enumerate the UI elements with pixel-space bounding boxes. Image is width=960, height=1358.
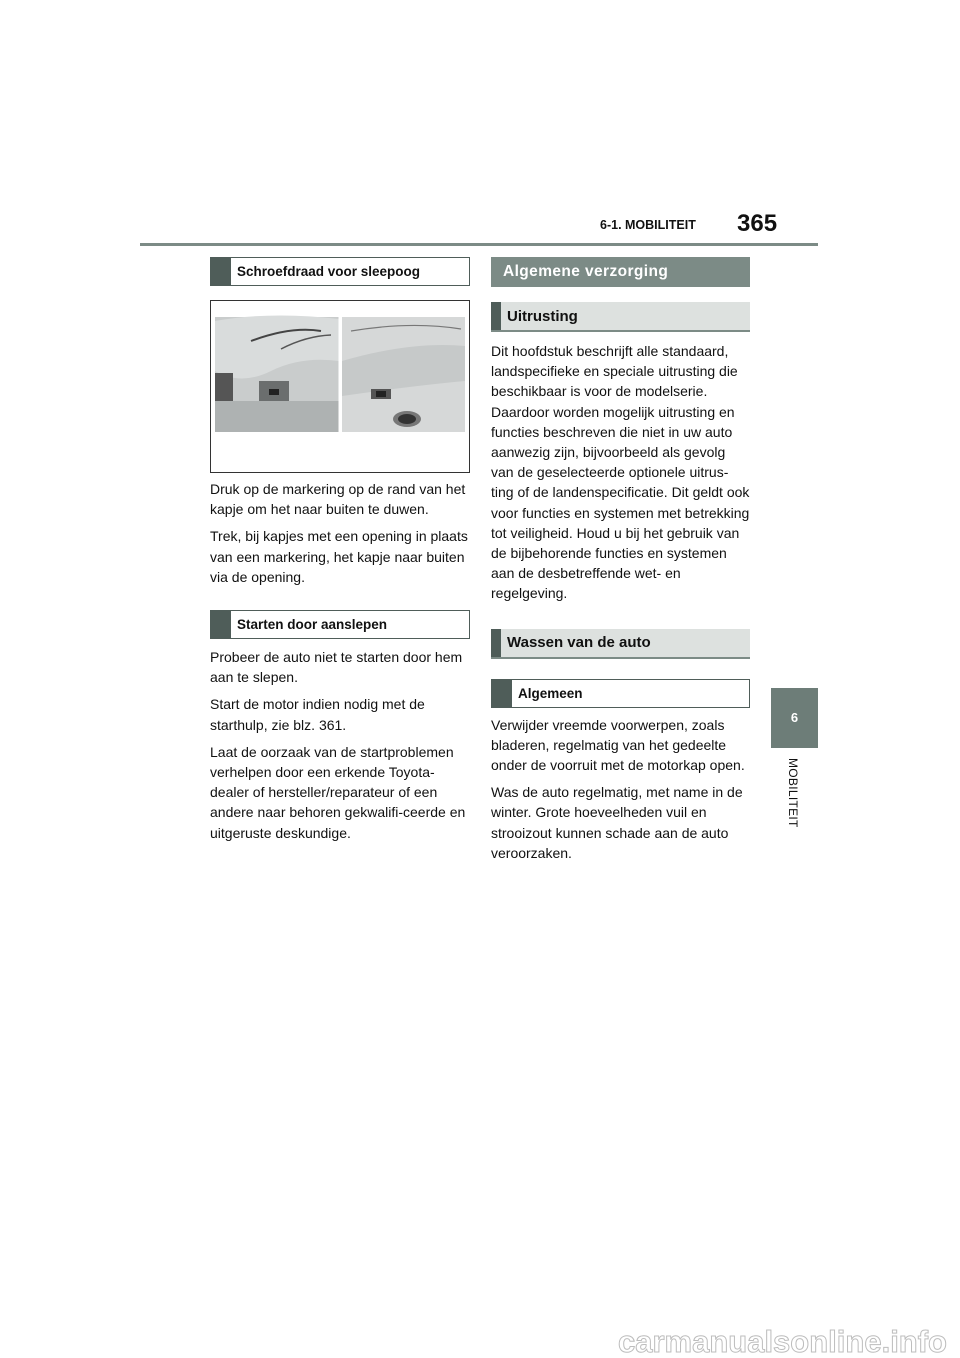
heading-marker xyxy=(491,629,501,657)
washing-general-heading-text: Algemeen xyxy=(518,685,583,701)
page-number: 365 xyxy=(737,210,778,237)
washing-heading xyxy=(491,629,750,659)
washing-general-heading xyxy=(491,679,750,708)
equipment-heading xyxy=(491,302,750,332)
equipment-paragraph: Dit hoofdstuk beschrijft alle standaard, landspecifieke en speciale uitrusting die beschikbaar is voor de modelserie. Daardoor worden mogelijk uitrusting en functies beschreven die niet in uw auto aanwezig zijn, bijvoorbeeld als gevolg van de geselecteerde optionele uitrus-ting of de landenspecificatie. Dit geldt ook voor functies en systemen met betrekking tot veiligheid. Houd u bij het gebruik van de bijbehorende functies en systemen aan de desbetreffende wet- en regelgeving. xyxy=(491,343,750,602)
tow-eye-paragraph-2: Trek, bij kapjes met een opening in plaats van een markering, het kapje naar buiten via de opening. xyxy=(210,528,468,585)
heading-marker xyxy=(492,680,512,707)
tow-start-paragraph-1: Probeer de auto niet te starten door hem aan te slepen. xyxy=(210,649,463,686)
tow-eye-paragraph-1: Druk op de markering op de rand van het kapje om het naar buiten te duwen. xyxy=(210,481,466,518)
washing-paragraph-2: Was de auto regelmatig, met name in de winter. Grote hoeveelheden vuil en strooizout kunnen schade aan de auto veroorzaken. xyxy=(491,784,743,861)
tow-eye-heading-text: Schroefdraad voor sleepoog xyxy=(237,264,421,279)
tow-eye-text xyxy=(210,479,470,587)
tow-start-paragraph-3: Laat de oorzaak van de startproblemen verhelpen door een erkende Toyota-dealer of hersteller/reparateur of een andere naar behoren gekwalifi-ceerde en uitgeruste deskundige. xyxy=(210,743,466,841)
tow-start-heading-text: Starten door aanslepen xyxy=(237,617,388,633)
header-rule xyxy=(140,243,818,246)
general-care-heading: Algemene verzorging xyxy=(491,257,750,287)
washing-paragraph-1: Verwijder vreemde voorwerpen, zoals bladeren, regelmatig van het gedeelte onder de voorruit met de motorkap open. xyxy=(491,716,745,774)
car-bumper-illustration xyxy=(211,301,469,472)
washing-heading-text: Wassen van de auto xyxy=(507,634,651,652)
heading-marker xyxy=(211,611,231,638)
chapter-side-label: MOBILITEIT xyxy=(786,758,800,828)
header-section-title: 6-1. MOBILITEIT xyxy=(600,218,696,232)
tow-start-heading xyxy=(210,610,470,639)
washing-text xyxy=(491,715,750,863)
tow-eye-heading xyxy=(210,257,470,286)
equipment-heading-text: Uitrusting xyxy=(507,307,578,325)
left-column xyxy=(210,257,470,843)
heading-marker xyxy=(211,258,231,285)
right-column xyxy=(491,257,750,863)
tow-start-text xyxy=(210,647,470,843)
chapter-tab[interactable]: 6 xyxy=(771,688,818,748)
tow-start-paragraph-2: Start de motor indien nodig met de starthulp, zie blz. 361. xyxy=(210,696,425,733)
tow-eye-cover-figure xyxy=(210,300,470,473)
svg-text:carmanualsonline.info: carmanualsonline.info xyxy=(617,1324,947,1358)
heading-marker xyxy=(491,302,501,330)
